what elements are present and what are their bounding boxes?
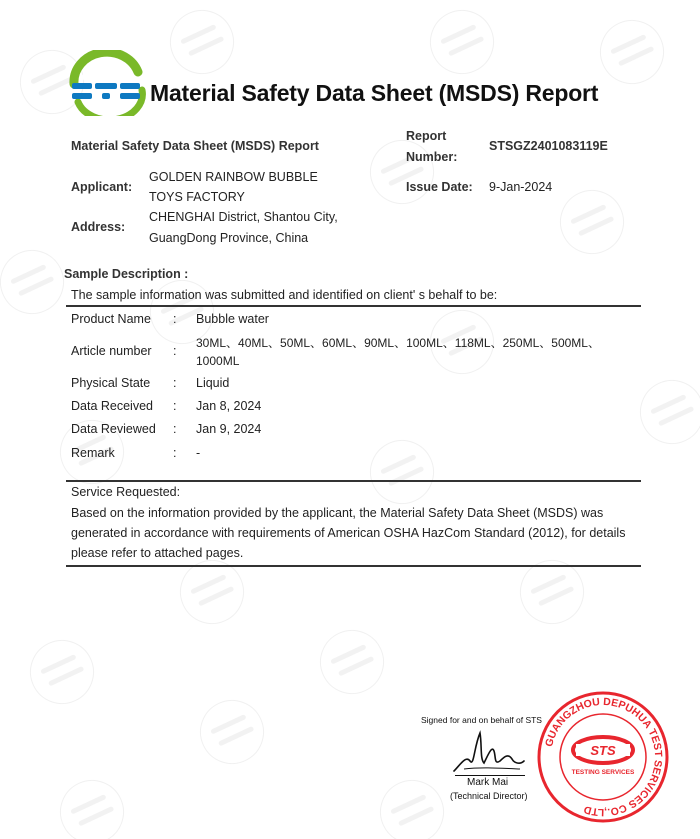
- service-text-line3: please refer to attached pages.: [71, 546, 244, 560]
- row-separator: :: [173, 376, 177, 390]
- address-label: Address:: [71, 220, 126, 234]
- handwritten-signature-icon: [450, 725, 526, 777]
- signed-for-text: Signed for and on behalf of STS: [421, 715, 542, 725]
- report-number-label: Report: [406, 129, 447, 143]
- row-label: Physical State: [71, 376, 151, 390]
- watermark-icon: [0, 239, 75, 324]
- divider: [66, 480, 641, 482]
- issue-date-label: Issue Date:: [406, 180, 473, 194]
- svg-text:STS: STS: [590, 743, 616, 758]
- watermark-icon: [19, 629, 104, 714]
- watermark-icon: [309, 619, 394, 704]
- watermark-icon: [629, 369, 700, 454]
- report-number-value: STSGZ2401083119E: [489, 139, 608, 153]
- row-value-cont: 1000ML: [196, 354, 240, 368]
- watermark-icon: [189, 689, 274, 774]
- watermark-icon: [369, 769, 454, 839]
- applicant-label: Applicant:: [71, 180, 133, 194]
- row-label: Data Received: [71, 399, 153, 413]
- divider: [66, 305, 641, 307]
- divider: [66, 565, 641, 567]
- row-separator: :: [173, 446, 177, 460]
- row-label: Remark: [71, 446, 115, 460]
- report-number-label-2: Number:: [406, 150, 458, 164]
- service-text-line2: generated in accordance with requirements of American OSHA HazCom Standard (2012), for details: [71, 526, 626, 540]
- row-value: Jan 8, 2024: [196, 399, 262, 413]
- row-separator: :: [173, 312, 177, 326]
- svg-text:TESTING SERVICES: TESTING SERVICES: [571, 769, 635, 776]
- sts-logo-icon: [68, 50, 146, 116]
- sample-heading: Sample Description :: [64, 267, 189, 281]
- watermark-icon: [359, 429, 444, 514]
- row-separator: :: [173, 422, 177, 436]
- watermark-icon: [549, 179, 634, 264]
- row-label: Data Reviewed: [71, 422, 156, 436]
- row-value: -: [196, 446, 201, 460]
- watermark-icon: [49, 769, 134, 839]
- applicant-value-line1: GOLDEN RAINBOW BUBBLE: [149, 170, 318, 184]
- signature-line: [455, 775, 525, 776]
- row-value: Jan 9, 2024: [196, 422, 262, 436]
- watermark-icon: [169, 549, 254, 634]
- row-label: Article number: [71, 344, 152, 358]
- company-seal-stamp: [536, 690, 670, 824]
- signer-role: (Technical Director): [450, 791, 528, 801]
- row-value: 30ML、40ML、50ML、60ML、90ML、100ML、118ML、250ML、500ML、: [196, 336, 600, 350]
- sample-intro: The sample information was submitted and identified on client' s behalf to be:: [71, 288, 498, 302]
- report-header: [68, 50, 628, 120]
- service-heading: Service Requested:: [71, 485, 181, 499]
- row-separator: :: [173, 344, 177, 358]
- watermark-icon: [509, 549, 594, 634]
- signer-name: Mark Mai: [467, 777, 509, 788]
- service-text-line1: Based on the information provided by the applicant, the Material Safety Data Sheet (MSDS) was: [71, 506, 604, 520]
- applicant-value-line2: TOYS FACTORY: [149, 190, 245, 204]
- row-label: Product Name: [71, 312, 151, 326]
- page-title: Material Safety Data Sheet (MSDS) Report: [150, 80, 599, 106]
- row-value: Bubble water: [196, 312, 269, 326]
- issue-date-value: 9-Jan-2024: [489, 180, 553, 194]
- address-value-line2: GuangDong Province, China: [149, 231, 309, 245]
- row-value: Liquid: [196, 376, 230, 390]
- row-separator: :: [173, 399, 177, 413]
- svg-text:GUANGZHOU DEPUHUA TEST SERVICE: GUANGZHOU DEPUHUA TEST SERVICES CO.,LTD: [543, 695, 665, 819]
- address-value-line1: CHENGHAI District, Shantou City,: [149, 210, 338, 224]
- report-subtitle: Material Safety Data Sheet (MSDS) Report: [71, 139, 319, 153]
